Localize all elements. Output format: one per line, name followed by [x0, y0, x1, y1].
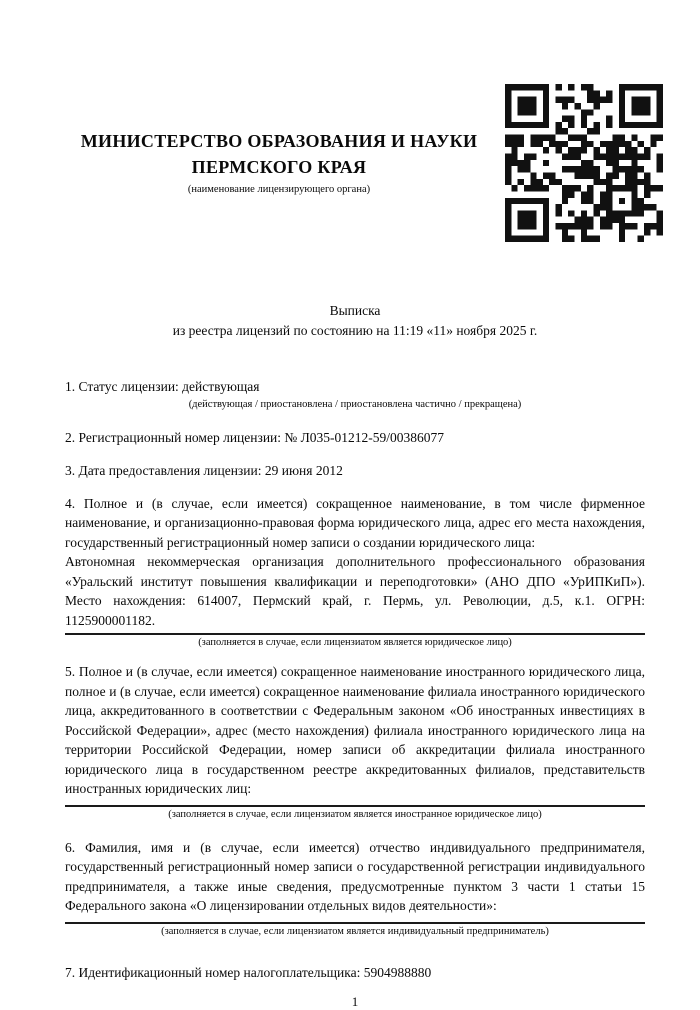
document-body: [65, 0, 645, 1010]
document-title-line1: Выписка: [329, 303, 381, 318]
item-5-caption: (заполняется в случае, если лицензиатом является иностранное юридическое лицо): [168, 808, 542, 820]
document-title-line2: из реестра лицензий по состоянию на 11:19 «11» ноября 2025 г.: [172, 322, 538, 338]
fill-line-item-6: [65, 922, 645, 924]
fill-line-item-5: [65, 805, 645, 807]
item-2-registration-number: 2. Регистрационный номер лицензии: № Л035-01212-59/00386077: [65, 429, 445, 445]
item-1-license-status: 1. Статус лицензии: действующая: [65, 379, 260, 394]
ministry-caption: (наименование лицензирующего органа): [187, 184, 371, 195]
ministry-name-line1: МИНИСТЕРСТВО ОБРАЗОВАНИЯ И НАУКИ: [80, 131, 478, 151]
document-title: [65, 301, 645, 340]
item-7-taxpayer-number: 7. Идентификационный номер налогоплательщика: 5904988880: [65, 964, 432, 980]
item-3-grant-date: 3. Дата предоставления лицензии: 29 июня 2012: [65, 463, 343, 478]
page-number: 1: [351, 994, 359, 1009]
item-5-foreign-entity-question: 5. Полное и (в случае, если имеется) сокращенное наименование иностранного юридического лица, полное и (в случае, если имеется) сокращенное наименование филиала иностранного юридического лица, аккредитованного в соответствии с Федеральным законом «Об иностранных инвестициях в Российской Федерации», адрес (место нахождения) филиала иностранного юридического лица на территории Российской Федерации, номер записи об аккредитации филиала иностранного юридического лица в государственном реестре аккредитованных филиалов, представительств иностранных юридических лиц:: [65, 664, 645, 796]
ministry-name-line2: ПЕРМСКОГО КРАЯ: [191, 157, 367, 177]
item-6-entrepreneur-question: 6. Фамилия, имя и (в случае, если имеется) отчество индивидуального предпринимателя, государственный регистрационный номер записи о государственной регистрации индивидуального предпринимателя, а также иные сведения, предусмотренные пунктом 3 части 1 статьи 15 Федерального закона «О лицензировании отдельных видов деятельности»:: [65, 839, 645, 913]
fill-line-item-4: [65, 633, 645, 635]
item-4-caption: (заполняется в случае, если лицензиатом является юридическое лицо): [198, 637, 512, 648]
item-6-caption: (заполняется в случае, если лицензиатом является индивидуальный предприниматель): [161, 925, 549, 937]
item-1-caption: (действующая / приостановлена / приостановлена частично / прекращена): [188, 398, 522, 410]
item-4-legal-entity-question: 4. Полное и (в случае, если имеется) сокращенное наименование, в том числе фирменное наименование, и организационно-правовая форма юридического лица, адрес его места нахождения, государственный регистрационный номер записи о создании юридического лица:: [65, 495, 645, 550]
item-4-legal-entity-answer: Автономная некоммерческая организация дополнительного профессионального образования «Уральский институт повышения квалификации и переподготовки» (АНО ДПО «УрИПКиП»). Место нахождения: 614007, Пермский край, г. Пермь, ул. Революции, д.5, к.1. ОГРН: 1125900001182.: [65, 554, 645, 628]
